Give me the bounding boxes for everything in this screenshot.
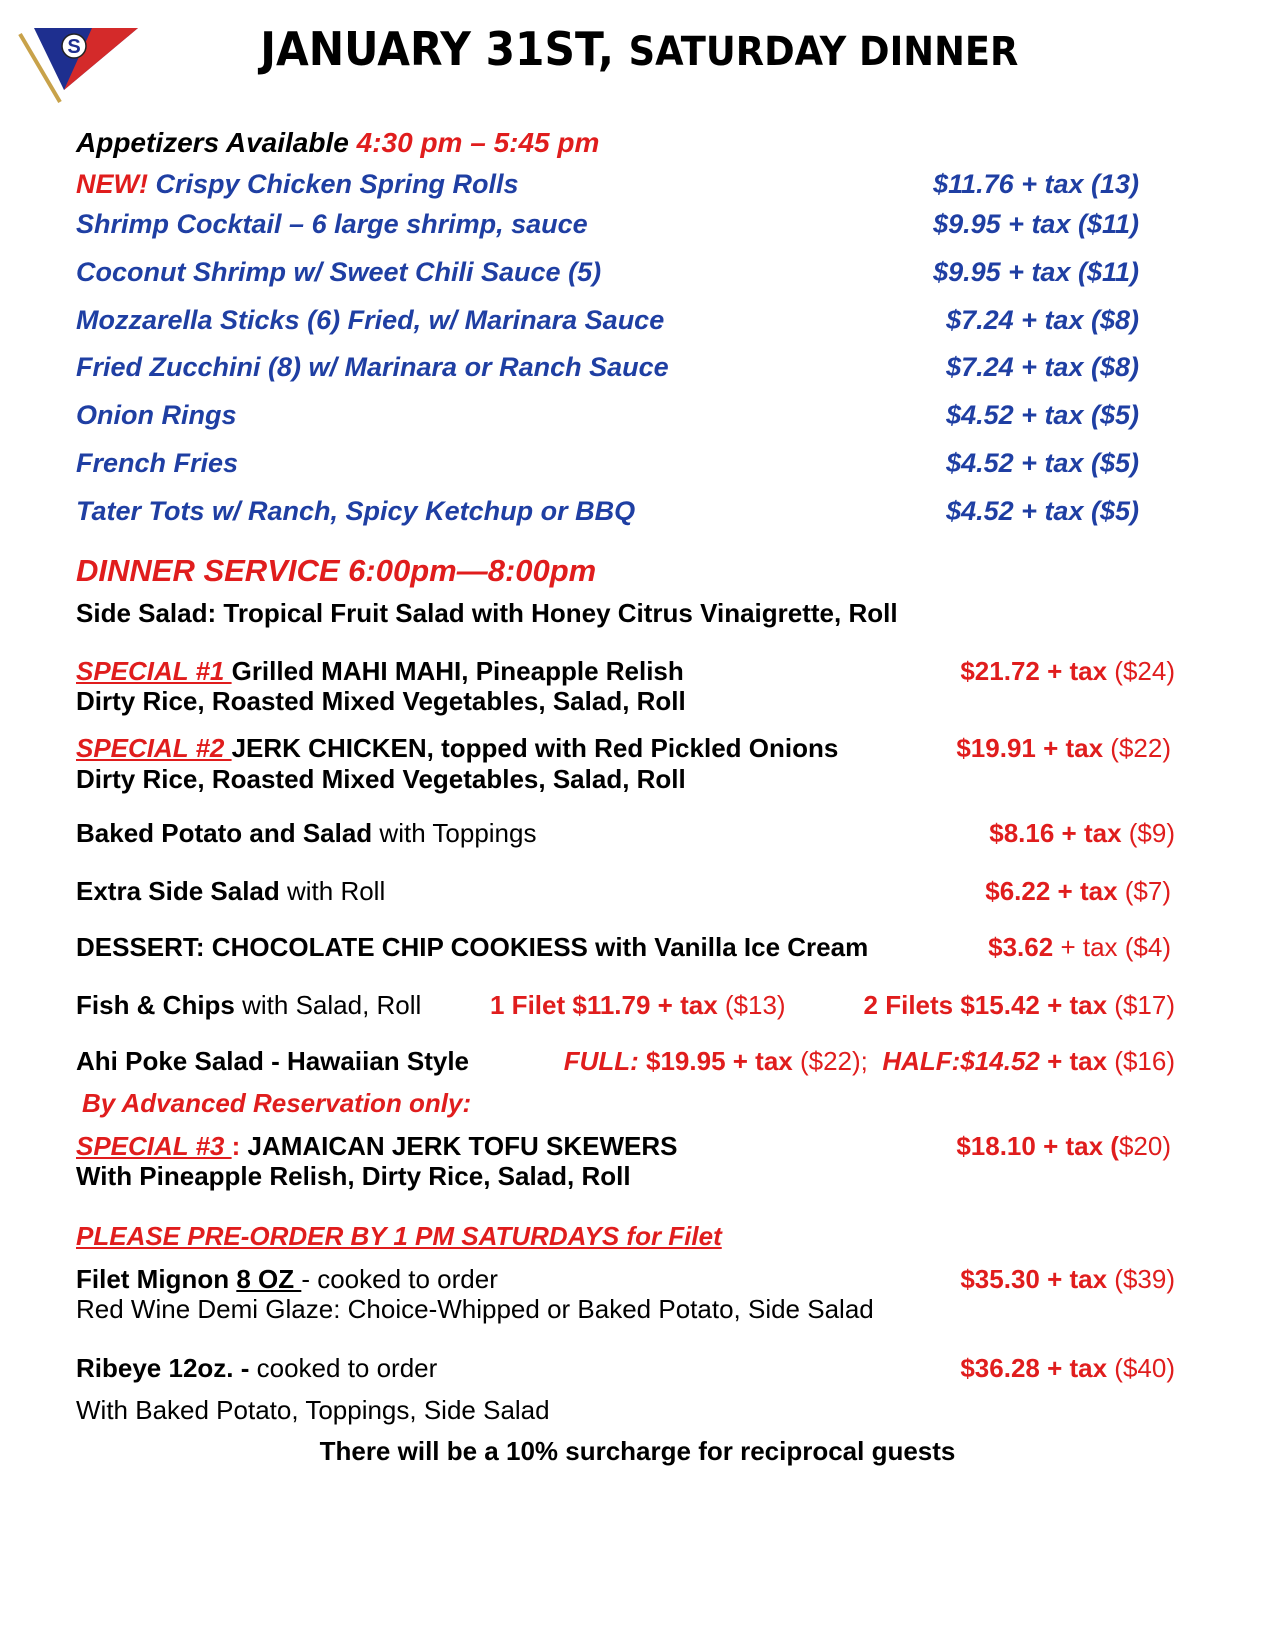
appetizer-name: Fried Zucchini (8) w/ Marinara or Ranch Sauce: [76, 352, 669, 382]
price-value: $36.28 + tax: [960, 1353, 1108, 1383]
item-detail: with Toppings: [372, 818, 537, 848]
appetizer-name: Mozzarella Sticks (6) Fried, w/ Marinara Sauce: [76, 305, 665, 335]
page-title: [53, 22, 1226, 76]
item-name: Baked Potato and Salad: [76, 818, 373, 848]
fish-chips-one-filet-price: [490, 990, 786, 1021]
preorder-notice: PLEASE PRE-ORDER BY 1 PM SATURDAYS for Filet: [76, 1221, 722, 1251]
svg-text:S: S: [67, 36, 81, 58]
price-total: ($9): [1121, 818, 1175, 848]
appetizer-price: $4.52 + tax ($5): [946, 448, 1139, 478]
full-label: FULL:: [563, 1046, 639, 1076]
full-total: ($22);: [792, 1046, 868, 1076]
filet-mignon-price: [960, 1264, 1175, 1295]
appetizers-hours: 4:30 pm – 5:45 pm: [356, 127, 600, 158]
half-price: + tax: [1039, 1046, 1108, 1076]
special-3-sides: With Pineapple Relish, Dirty Rice, Salad, Roll: [76, 1161, 631, 1191]
special-1-label: SPECIAL #1: [76, 656, 232, 686]
item-detail: - cooked to order: [301, 1264, 498, 1294]
price-value: $18.10 + tax (: [956, 1131, 1119, 1161]
ribeye-sides: With Baked Potato, Toppings, Side Salad: [76, 1395, 550, 1425]
special-1-sides: Dirty Rice, Roasted Mixed Vegetables, Salad, Roll: [76, 686, 686, 716]
price-value: 2 Filets $15.42 + tax: [863, 990, 1108, 1020]
item-size: 8 OZ: [236, 1264, 302, 1294]
appetizer-price: $4.52 + tax ($5): [946, 496, 1139, 526]
surcharge-footer: There will be a 10% surcharge for reciprocal guests: [319, 1436, 956, 1466]
price-value: $8.16 + tax: [989, 818, 1122, 848]
price-total: ($22): [1103, 733, 1171, 763]
special-3-name: JAMAICAN JERK TOFU SKEWERS: [247, 1131, 678, 1161]
special-2-price: [956, 733, 1171, 764]
price-value: $19.91 + tax: [956, 733, 1104, 763]
appetizer-item: [76, 169, 519, 200]
price-total: ($17): [1107, 990, 1175, 1020]
special-2-label: SPECIAL #2: [76, 733, 232, 763]
appetizer-name: Crispy Chicken Spring Rolls: [155, 169, 519, 199]
ahi-poke-prices: [564, 1046, 1175, 1077]
new-badge: NEW!: [76, 169, 156, 199]
ahi-poke-item: Ahi Poke Salad - Hawaiian Style: [76, 1046, 470, 1076]
item-name: Filet Mignon: [76, 1264, 237, 1294]
appetizer-name: Onion Rings: [76, 400, 237, 430]
side-salad-line: Side Salad: Tropical Fruit Salad with Honey Citrus Vinaigrette, Roll: [76, 598, 898, 628]
full-price: $19.95 + tax: [638, 1046, 793, 1076]
appetizer-price: $7.24 + tax ($8): [946, 305, 1139, 335]
item-detail: with Roll: [279, 876, 386, 906]
dessert-price: [988, 932, 1171, 963]
appetizer-name: Coconut Shrimp w/ Sweet Chili Sauce (5): [76, 257, 602, 287]
appetizer-price: $11.76 + tax (13): [933, 169, 1139, 199]
filet-mignon-item: [76, 1264, 498, 1295]
price-total: ($40): [1107, 1353, 1175, 1383]
special-2-title: [76, 733, 838, 764]
special-1-title: [76, 656, 684, 687]
extra-salad-item: [76, 876, 385, 907]
half-label: HALF:$14.52: [882, 1046, 1040, 1076]
appetizers-heading: [76, 127, 599, 159]
item-detail: cooked to order: [249, 1353, 438, 1383]
price-total: ($13): [717, 990, 786, 1020]
price-total: + tax ($4): [1053, 932, 1171, 962]
filet-mignon-sides: Red Wine Demi Glaze: Choice-Whipped or Baked Potato, Side Salad: [76, 1294, 874, 1324]
ribeye-price: [960, 1353, 1175, 1384]
special-3-label: SPECIAL #3: [76, 1131, 232, 1161]
appetizers-label: Appetizers Available: [76, 127, 357, 158]
price-total: ($7): [1117, 876, 1171, 906]
appetizer-price: $7.24 + tax ($8): [946, 352, 1139, 382]
special-2-name: JERK CHICKEN, topped with Red Pickled Onions: [231, 733, 839, 763]
appetizer-name: Shrimp Cocktail – 6 large shrimp, sauce: [76, 209, 588, 239]
price-value: $35.30 + tax: [960, 1264, 1108, 1294]
price-value: 1 Filet $11.79 + tax: [490, 990, 718, 1020]
price-value: $21.72 + tax: [960, 656, 1108, 686]
price-total: ($24): [1107, 656, 1175, 686]
special-3-price: [956, 1131, 1171, 1162]
fish-chips-two-filets-price: [864, 990, 1175, 1021]
ribeye-item: [76, 1353, 437, 1384]
special-3-title: [76, 1131, 678, 1162]
reservation-note: By Advanced Reservation only:: [82, 1088, 472, 1118]
appetizer-price: $9.95 + tax ($11): [933, 209, 1139, 239]
item-name: Ribeye 12oz. -: [76, 1353, 250, 1383]
appetizer-name: Tater Tots w/ Ranch, Spicy Ketchup or BBQ: [76, 496, 636, 526]
dessert-item: DESSERT: CHOCOLATE CHIP COOKIESS with Vanilla Ice Cream: [76, 932, 869, 962]
special-1-price: [960, 656, 1175, 687]
extra-salad-price: [985, 876, 1171, 907]
title-date: JANUARY 31ST,: [260, 22, 629, 76]
special-3-colon: :: [231, 1131, 248, 1161]
appetizer-price: $9.95 + tax ($11): [933, 257, 1139, 287]
half-total: ($16): [1107, 1046, 1175, 1076]
special-2-sides: Dirty Rice, Roasted Mixed Vegetables, Salad, Roll: [76, 764, 686, 794]
price-total: ($39): [1107, 1264, 1175, 1294]
appetizer-price: $4.52 + tax ($5): [946, 400, 1139, 430]
item-name: Fish & Chips: [76, 990, 235, 1020]
price-total: $20): [1118, 1131, 1171, 1161]
baked-potato-price: [989, 818, 1175, 849]
dinner-service-heading: DINNER SERVICE 6:00pm—8:00pm: [76, 553, 597, 588]
item-name: Extra Side Salad: [76, 876, 280, 906]
special-1-name: Grilled MAHI MAHI, Pineapple Relish: [231, 656, 684, 686]
price-value: $3.62: [988, 932, 1054, 962]
item-detail: with Salad, Roll: [234, 990, 422, 1020]
baked-potato-item: [76, 818, 536, 849]
title-meal: SATURDAY DINNER: [628, 29, 1019, 75]
price-value: $6.22 + tax: [985, 876, 1118, 906]
fish-chips-item: [76, 990, 421, 1021]
appetizer-name: French Fries: [76, 448, 239, 478]
